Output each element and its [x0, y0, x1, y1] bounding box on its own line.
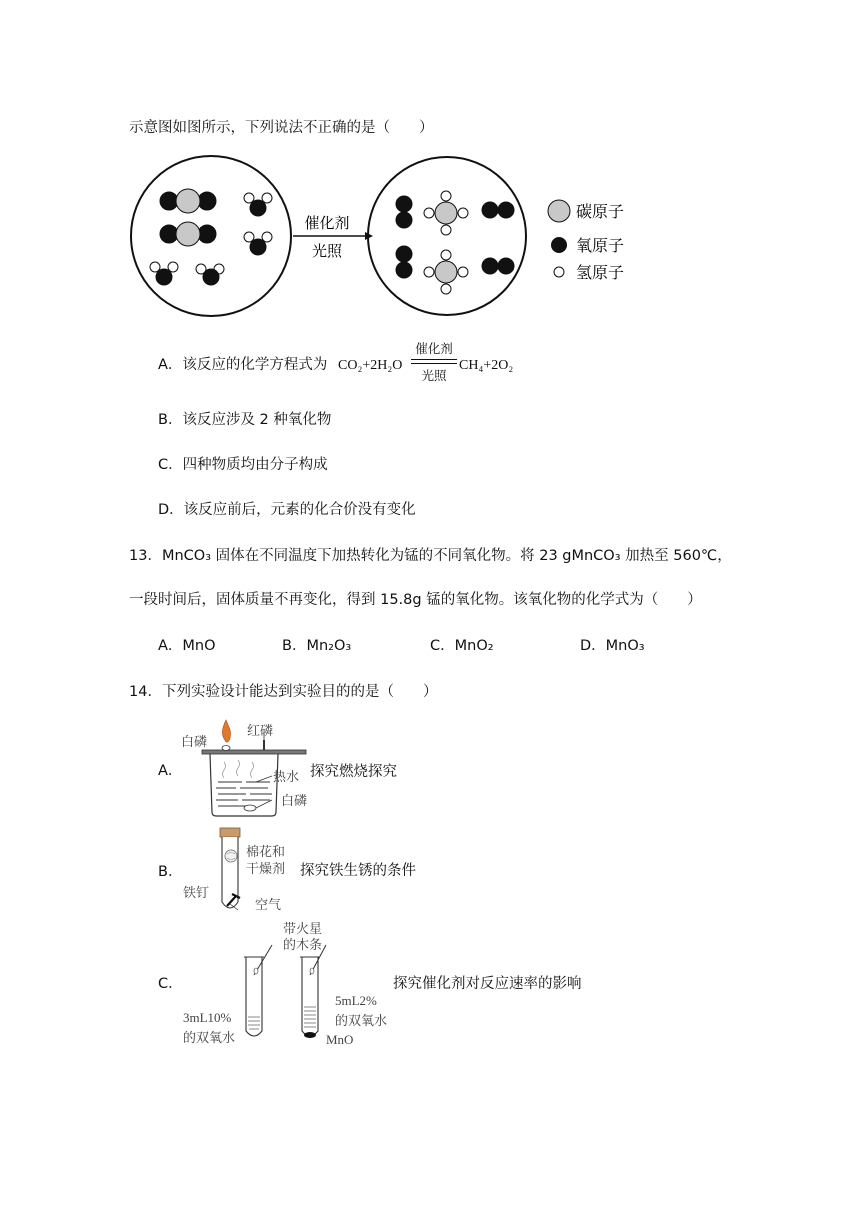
- legend-hydrogen-label: 氢原子: [576, 263, 625, 282]
- equation-equals-sign: [411, 359, 457, 364]
- q14-option-c-caption: 探究催化剂对反应速率的影响: [393, 976, 582, 992]
- arrow-condition-top: 催化剂: [304, 214, 350, 232]
- label-red-phosphorus: 红磷: [247, 724, 274, 739]
- legend-carbon-swatch: [548, 200, 570, 222]
- label-splint-2: 的木条: [283, 938, 323, 953]
- equation-rhs: CH₄+2O₂: [459, 358, 514, 373]
- label-white-phosphorus-bottom: 白磷: [281, 794, 308, 809]
- o2-molecule: [482, 202, 514, 218]
- q14-option-c-letter: C．: [158, 976, 183, 992]
- legend-oxygen-swatch: [551, 237, 567, 253]
- q13-option-c: C．MnO₂: [430, 638, 494, 654]
- equation-condition-top: 催化剂: [415, 341, 453, 356]
- label-hot-water: 热水: [273, 770, 300, 785]
- label-right-solution: 的双氧水: [335, 1014, 388, 1029]
- q14-option-b-letter: B．: [158, 864, 183, 880]
- q13-option-a: A．MnO: [158, 638, 216, 654]
- arrow-condition-bottom: 光照: [311, 242, 343, 260]
- q12-option-a-prefix: A．该反应的化学方程式为: [158, 357, 328, 373]
- q12-option-c: C．四种物质均由分子构成: [158, 457, 328, 473]
- label-cotton-2: 干燥剂: [246, 862, 286, 877]
- legend-hydrogen-swatch: [554, 267, 564, 277]
- q12-stem: 示意图如图所示，下列说法不正确的是（ ）: [129, 120, 434, 136]
- label-splint-1: 带火星: [283, 922, 323, 937]
- q14-stem: 14．下列实验设计能达到实验目的的是（ ）: [129, 684, 438, 700]
- label-mno: MnO: [326, 1032, 354, 1047]
- h2o-molecule: [150, 262, 178, 285]
- cotton-icon: [225, 850, 237, 862]
- legend-carbon-label: 碳原子: [576, 202, 625, 221]
- o2-molecule: [396, 246, 412, 278]
- co2-molecule: [160, 222, 216, 246]
- co2-molecule: [160, 189, 216, 213]
- o2-molecule: [482, 258, 514, 274]
- stopper: [220, 828, 240, 837]
- equation-condition-bottom: 光照: [421, 368, 447, 383]
- label-right-volume: 5mL2%: [335, 993, 377, 1008]
- q14-option-b-caption: 探究铁生锈的条件: [300, 863, 416, 879]
- ch4-molecule: [424, 191, 468, 235]
- ch4-molecule: [424, 250, 468, 294]
- label-white-phosphorus-top: 白磷: [181, 735, 208, 750]
- q12-option-d: D．该反应前后，元素的化合价没有变化: [158, 502, 416, 518]
- q13-line2: 一段时间后，固体质量不再变化，得到 15.8g 锰的氧化物。该氧化物的化学式为（ ）: [129, 592, 702, 608]
- h2o-molecule: [244, 193, 272, 216]
- q13-line1: 13．MnCO₃ 固体在不同温度下加热转化为锰的不同氧化物。将 23 gMnCO₃ 加热至 560℃，: [129, 548, 732, 564]
- equation-lhs: CO₂+2H₂O: [338, 358, 403, 373]
- reaction-diagram: [125, 150, 645, 322]
- q12-option-b: B．该反应涉及 2 种氧化物: [158, 412, 332, 428]
- legend-oxygen-label: 氧原子: [576, 236, 625, 255]
- flame-icon: [222, 720, 230, 742]
- o2-molecule: [396, 196, 412, 228]
- legend: [548, 200, 624, 282]
- label-nail: 铁钉: [183, 886, 210, 901]
- q14-option-a-caption: 探究燃烧探究: [310, 764, 397, 780]
- h2o-molecule: [196, 264, 224, 285]
- label-left-solution: 的双氧水: [183, 1031, 236, 1046]
- label-left-volume: 3mL10%: [183, 1010, 232, 1025]
- label-cotton-1: 棉花和: [246, 845, 286, 860]
- q14-option-a-letter: A．: [158, 763, 183, 779]
- q13-option-b: B．Mn₂O₃: [282, 638, 352, 654]
- label-air: 空气: [255, 898, 282, 913]
- h2o-molecule: [244, 232, 272, 255]
- q13-option-d: D．MnO₃: [580, 638, 645, 654]
